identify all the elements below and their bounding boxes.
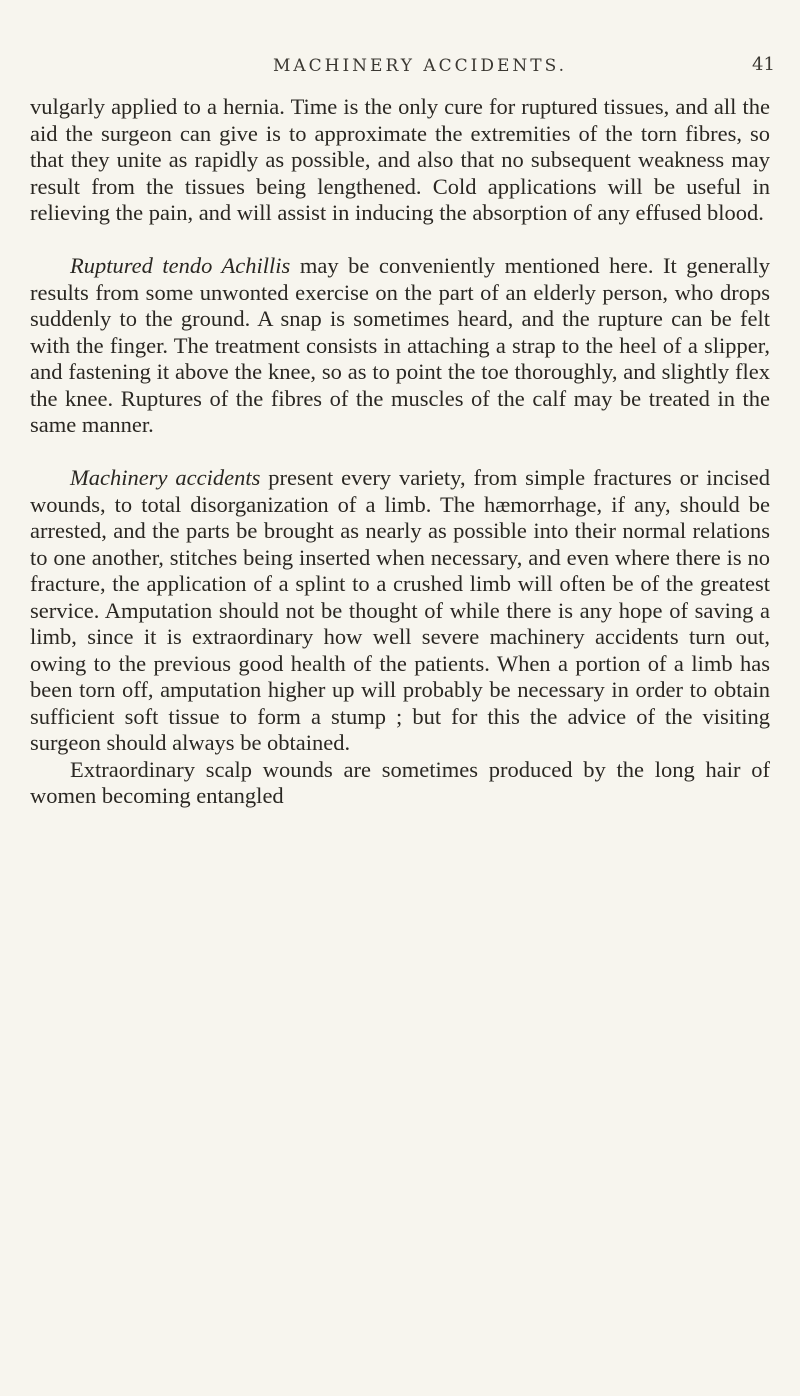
paragraph-machinery-accidents (30, 465, 770, 757)
tendo-achillis-heading: Ruptured tendo Achillis (70, 253, 291, 278)
page-number: 41 (752, 54, 775, 75)
machinery-accidents-text: present every variety, from simple fractures or incised wounds, to total disorganization of a limb. The hæmorrhage, if any, should be arrested, and the parts be brought as nearly as possible into their normal relations to one another, stitches being inserted when necessary, and even where there is no fracture, the application of a splint to a crushed limb will often be of the greatest service. Amputation should not be thought of while there is any hope of saving a limb, since it is extraordinary how well severe machinery accidents turn out, owing to the previous good health of the patients. When a portion of a limb has been torn off, amputation higher up will probably be necessary in order to obtain sufficient soft tissue to form a stump ; but for this the advice of the visiting surgeon should always be obtained. (30, 465, 770, 755)
machinery-accidents-heading: Machinery accidents (70, 465, 261, 490)
tendo-achillis-text: may be conveniently mentioned here. It generally results from some unwonted exercise on the part of an elderly person, who drops suddenly to the ground. A snap is sometimes heard, and the rupture can be felt with the finger. The treatment consists in attaching a strap to the heel of a slipper, and fastening it above the knee, so as to point the toe thoroughly, and slightly flex the knee. Ruptures of the fibres of the muscles of the calf may be treated in the same manner. (30, 253, 770, 437)
paragraph-hernia: vulgarly applied to a hernia. Time is the only cure for ruptured tissues, and all the aid the surgeon can give is to approximate the extremities of the torn fibres, so that they unite as rapidly as possible, and also that no subsequent weakness may result from the tissues being lengthened. Cold applications will be useful in relieving the pain, and will assist in inducing the absorption of any effused blood. (30, 94, 770, 225)
paragraph-scalp-wounds: Extraordinary scalp wounds are sometimes produced by the long hair of women becoming entangled (30, 756, 770, 808)
body-text (30, 94, 770, 810)
running-title: MACHINERY ACCIDENTS. (272, 56, 568, 76)
paragraph-tendo-achillis (30, 253, 770, 439)
